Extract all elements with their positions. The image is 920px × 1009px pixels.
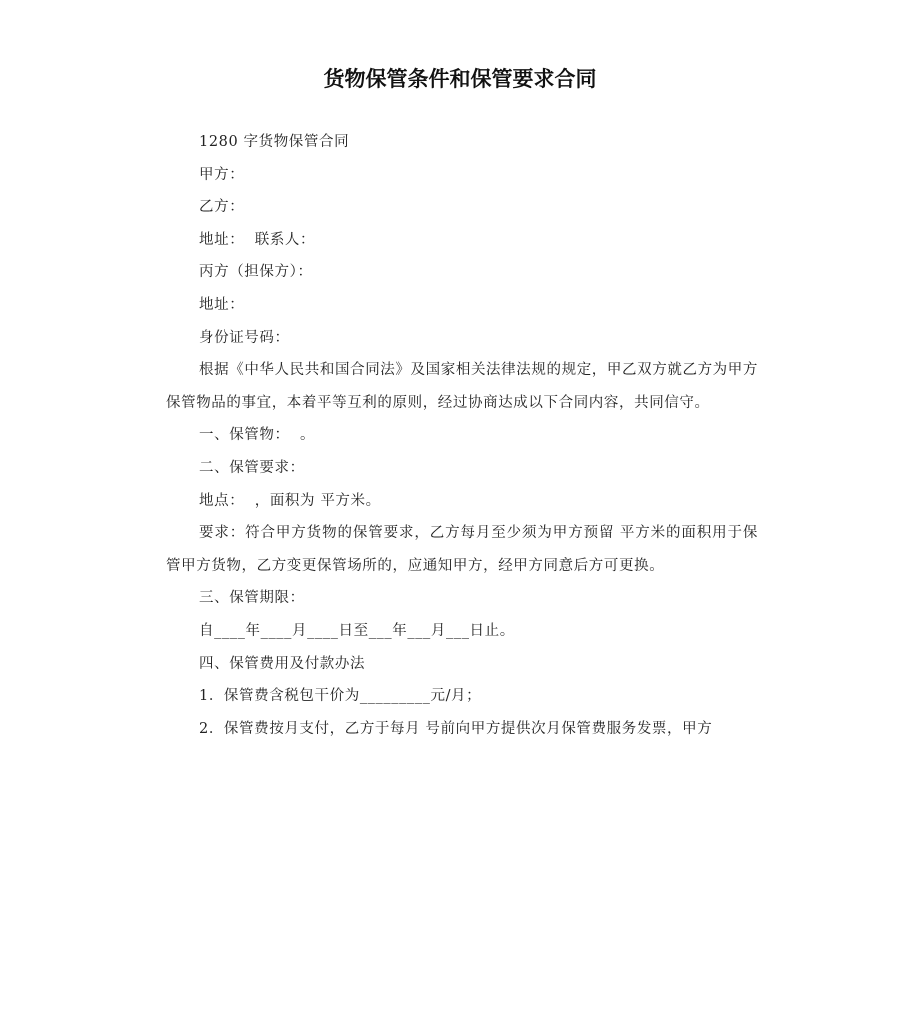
paragraph-party-b: 乙方： [199,199,245,216]
paragraph-term: 自____年____月____日至___年___月___日止。 [199,622,515,639]
paragraph-section-1: 一、保管物： 。 [199,427,316,444]
paragraph-requirements: 要求：符合甲方货物的保管要求，乙方每月至少须为甲方预留 平方米的面积用于保管甲方货物，乙方变更保管场所的，应通知甲方，经甲方同意后方可更换。 [166,525,758,574]
paragraph-word-count: 1280 字货物保管合同 [199,134,350,150]
paragraph-fee-2: 2．保管费按月支付，乙方于每月 号前向甲方提供次月保管费服务发票，甲方 [199,720,713,737]
document-body [166,126,758,745]
paragraph-address-contact: 地址： 联系人： [199,231,316,248]
paragraph-address: 地址： [199,296,245,313]
paragraph-id-number: 身份证号码： [199,329,290,346]
paragraph-preamble: 根据《中华人民共和国合同法》及国家相关法律法规的规定，甲乙双方就乙方为甲方保管物品的事宜，本着平等互利的原则，经过协商达成以下合同内容，共同信守。 [166,362,758,411]
paragraph-section-4: 四、保管费用及付款办法 [199,655,366,672]
paragraph-fee-1: 1．保管费含税包干价为_________元/月； [199,688,482,705]
paragraph-party-a: 甲方： [199,166,245,183]
paragraph-party-c: 丙方（担保方）： [199,264,313,281]
paragraph-location: 地点： ，面积为 平方米。 [199,492,381,509]
paragraph-section-3: 三、保管期限： [199,590,305,607]
document-title: 货物保管条件和保管要求合同 [323,67,597,91]
paragraph-section-2: 二、保管要求： [199,459,305,476]
